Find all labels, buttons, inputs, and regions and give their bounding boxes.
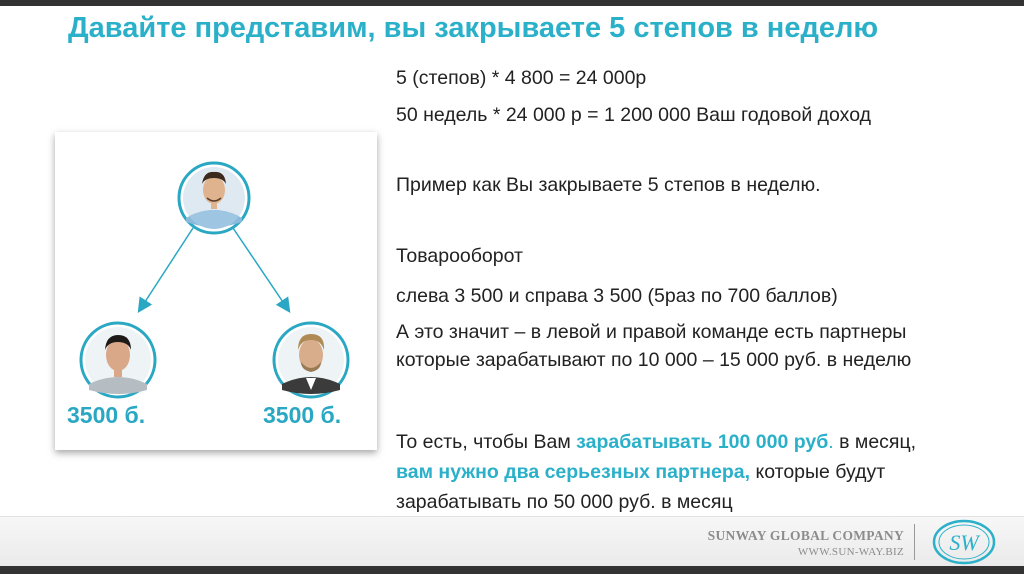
income-period: . — [828, 431, 834, 453]
summary-line-2 — [396, 458, 885, 486]
right-person-avatar — [274, 323, 348, 397]
arrow-left-down-icon — [141, 228, 193, 308]
arrow-right-down-icon — [233, 228, 287, 308]
left-person-avatar — [81, 323, 155, 397]
summary-text-tail-2: которые будут — [750, 461, 886, 483]
slide-title: Давайте представим, вы закрываете 5 степов в неделю — [68, 12, 879, 44]
turnover-heading: Товарооборот — [396, 245, 523, 267]
meaning-line-1: А это значит – в левой и правой команде есть партнеры — [396, 321, 907, 343]
company-name: SUNWAY GLOBAL COMPANY — [707, 528, 904, 543]
top-person-avatar — [179, 163, 249, 233]
right-points-label: 3500 б. — [263, 402, 342, 428]
summary-text: То есть, чтобы Вам — [396, 431, 577, 453]
company-website: WWW.SUN-WAY.BIZ — [797, 546, 904, 558]
sides-line: слева 3 500 и справа 3 500 (5раз по 700 баллов) — [396, 285, 838, 307]
example-line: Пример как Вы закрываете 5 степов в неделю. — [396, 174, 821, 196]
summary-line-3: зарабатывать по 50 000 руб. в месяц — [396, 491, 733, 513]
meaning-line-2: которые зарабатывают по 10 000 – 15 000 руб. в неделю — [396, 349, 912, 371]
binary-tree-diagram — [55, 132, 377, 450]
top-bar — [0, 0, 1024, 6]
footer-divider — [914, 524, 915, 560]
sunway-logo-icon — [930, 518, 998, 566]
left-points-label: 3500 б. — [67, 402, 146, 428]
logo-text: SW — [949, 530, 979, 555]
summary-line-1 — [396, 428, 916, 456]
summary-text-tail: в месяц, — [833, 431, 917, 453]
partners-highlight: вам нужно два серьезных партнера, — [396, 461, 751, 483]
income-highlight: зарабатывать 100 000 руб — [576, 431, 829, 453]
bottom-bar — [0, 566, 1024, 574]
calc-line-1: 5 (степов) * 4 800 = 24 000р — [396, 67, 647, 89]
calc-line-2: 50 недель * 24 000 р = 1 200 000 Ваш годовой доход — [396, 104, 871, 126]
